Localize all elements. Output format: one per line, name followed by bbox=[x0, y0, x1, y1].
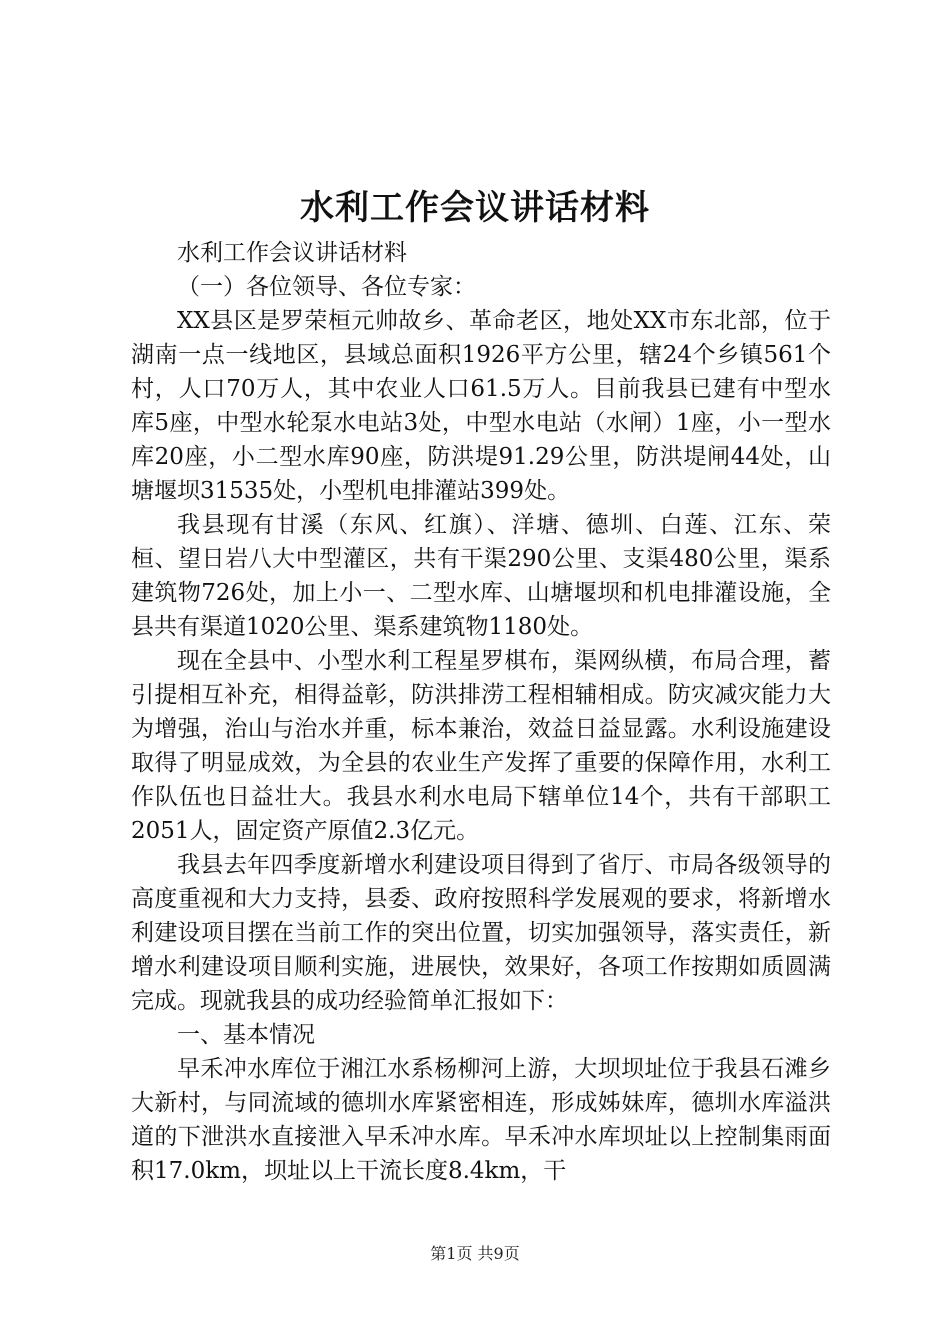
paragraph-water-projects: 现在全县中、小型水利工程星罗棋布，渠网纵横，布局合理，蓄引提相互补充，相得益彰，防洪排涝工程相辅相成。防灾减灾能力大为增强，治山与治水并重，标本兼治，效益日益显露。水利设施建设取得了明显成效，为全县的农业生产发挥了重要的保障作用，水利工作队伍也日益壮大。我县水利水电局下辖单位14个，共有干部职工2051人，固定资产原值2.3亿元。 bbox=[131, 648, 831, 844]
document-title: 水利工作会议讲话材料 bbox=[300, 188, 650, 228]
paragraph-salutation: （一）各位领导、各位专家： bbox=[177, 274, 476, 300]
paragraph-county-overview: XX县区是罗荣桓元帅故乡、革命老区，地处XX市东北部，位于湖南一点一线地区，县域总面积1926平方公里，辖24个乡镇561个村，人口70万人，其中农业人口61.5万人。目前我县已建有中型水库5座，中型水轮泵水电站3处，中型水电站（水闸）1座，小一型水库20座，小二型水库90座，防洪堤91.29公里，防洪堤闸44处，山塘堰坝31535处，小型机电排灌站399处。 bbox=[131, 308, 831, 504]
page-number-footer: 第1页 共9页 bbox=[430, 1244, 520, 1263]
section-heading-basic-info: 一、基本情况 bbox=[177, 1022, 315, 1048]
paragraph-new-projects: 我县去年四季度新增水利建设项目得到了省厅、市局各级领导的高度重视和大力支持，县委、政府按照科学发展观的要求，将新增水利建设项目摆在当前工作的突出位置，切实加强领导，落实责任，新增水利建设项目顺利实施，进展快，效果好，各项工作按期如质圆满完成。现就我县的成功经验简单汇报如下： bbox=[131, 852, 831, 1014]
paragraph-heading: 水利工作会议讲话材料 bbox=[177, 240, 407, 266]
paragraph-reservoir: 早禾冲水库位于湘江水系杨柳河上游，大坝坝址位于我县石滩乡大新村，与同流域的德圳水库紧密相连，形成姊妹库，德圳水库溢洪道的下泄洪水直接泄入早禾冲水库。早禾冲水库坝址以上控制集雨面积17.0km，坝址以上干流长度8.4km，干 bbox=[131, 1056, 831, 1184]
paragraph-irrigation-districts: 我县现有甘溪（东风、红旗）、洋塘、德圳、白莲、江东、荣桓、望日岩八大中型灌区，共有干渠290公里、支渠480公里，渠系建筑物726处，加上小一、二型水库、山塘堰坝和机电排灌设施，全县共有渠道1020公里、渠系建筑物1180处。 bbox=[131, 512, 831, 640]
document-body bbox=[131, 236, 831, 1188]
